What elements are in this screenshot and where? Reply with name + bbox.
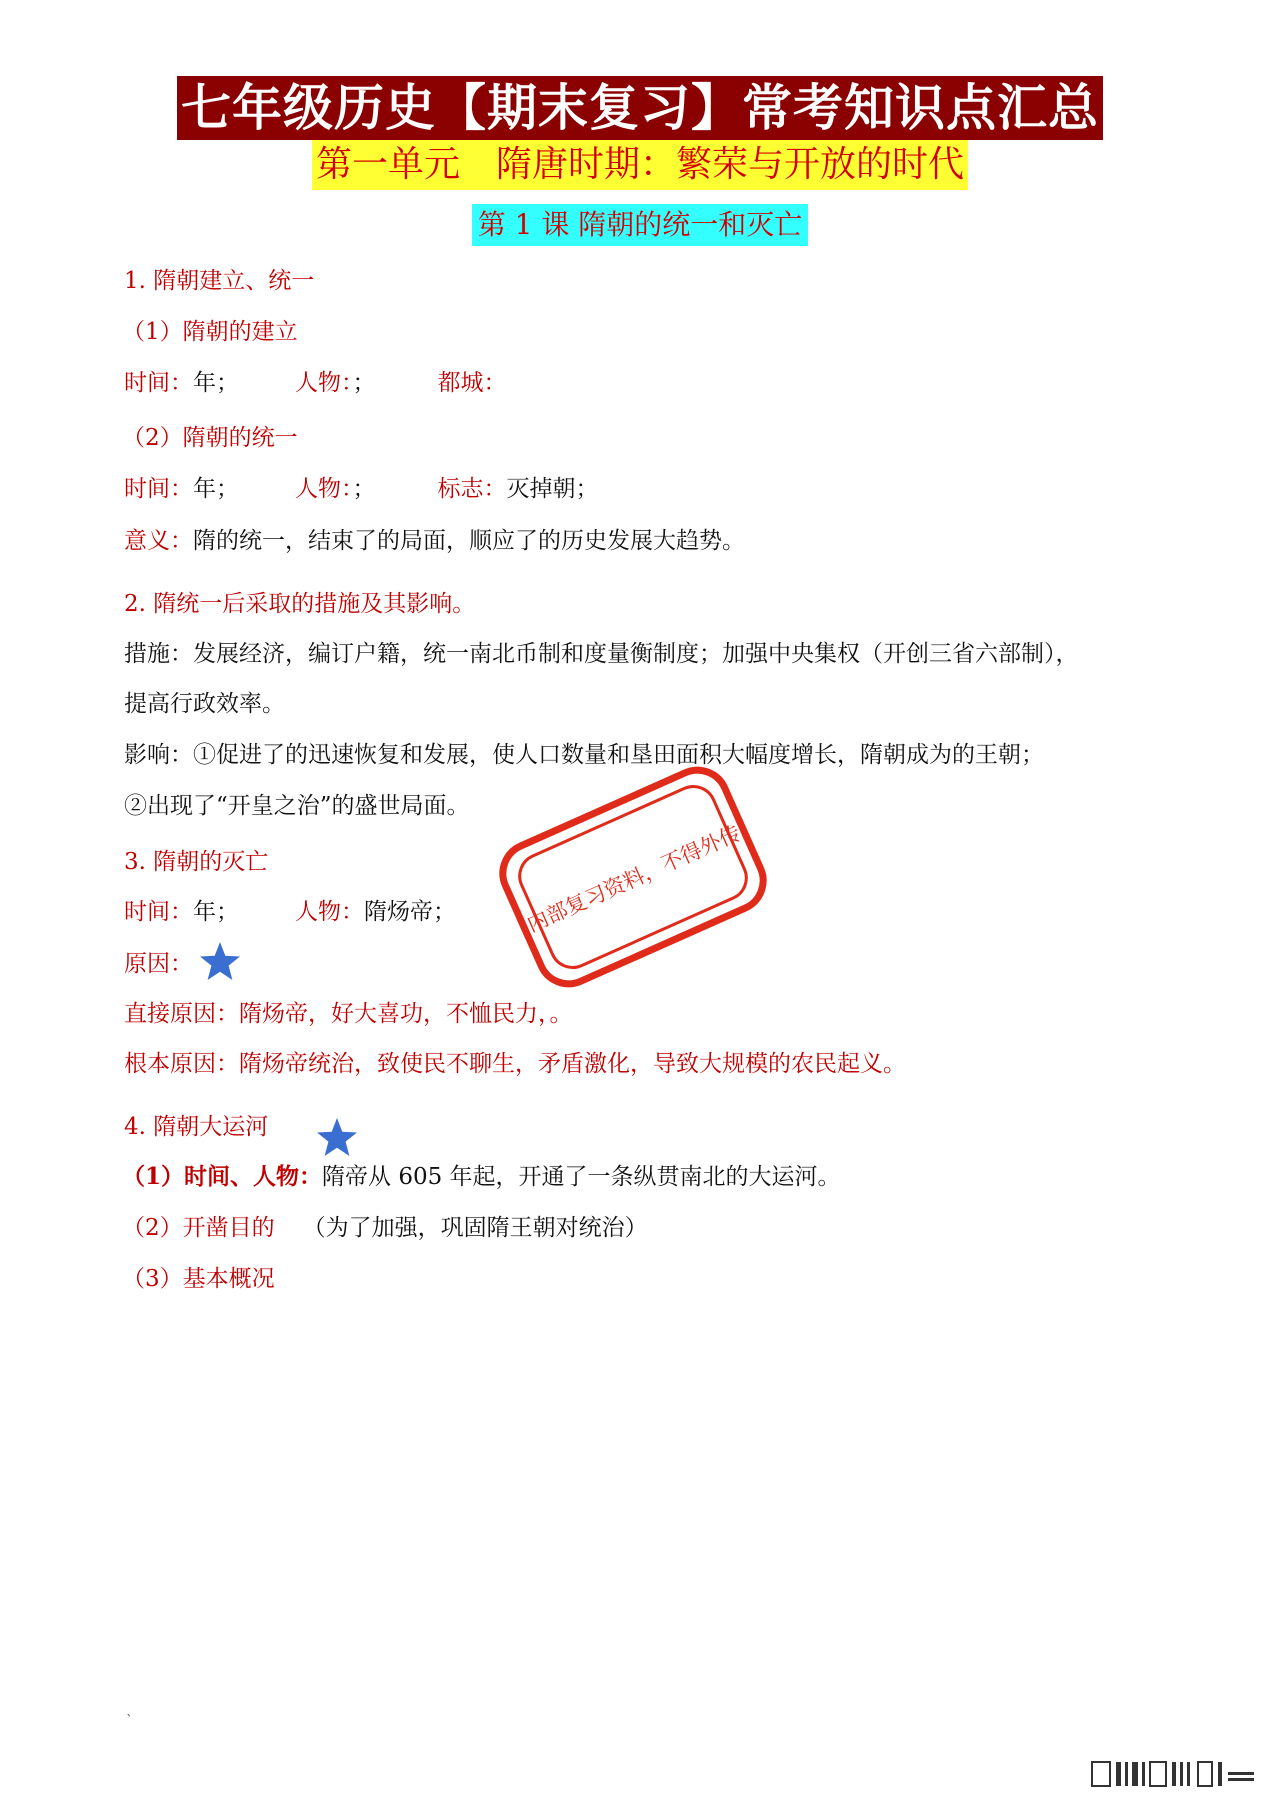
section-4-item-2 (122, 1211, 648, 1245)
section-2-heading: 2. 隋统一后采取的措施及其影响。 (124, 591, 476, 617)
direct-cause: 直接原因：隋炀帝，好大喜功，不恤民力，。 (124, 1001, 573, 1027)
section-1-line-2 (124, 472, 599, 506)
impact-line-1: 影响：①促进了的迅速恢复和发展，使人口数量和垦田面积大幅度增长，隋朝成为的王朝； (124, 742, 1044, 768)
person-value: ； (352, 476, 376, 502)
cause-label: 原因： (124, 951, 193, 977)
section-1-sub-1: （1）隋朝的建立 (122, 319, 298, 345)
time-value: 年； (193, 476, 239, 502)
person-label: 人物： (295, 370, 353, 396)
measures-line-1: 措施：发展经济，编订户籍，统一南北币制和度量衡制度；加强中央集权（开创三省六部制）， (124, 641, 1079, 667)
section-1-line-1 (124, 366, 507, 400)
impact-line-2: ②出现了“开皇之治”的盛世局面。 (124, 793, 470, 819)
section-3-heading: 3. 隋朝的灭亡 (124, 849, 269, 875)
meaning-value: 隋的统一，结束了的局面，顺应了的历史发展大趋势。 (193, 528, 745, 554)
lesson-area (0, 204, 1280, 246)
title-area (0, 76, 1280, 140)
page-title: 七年级历史【期末复习】常考知识点汇总 (177, 76, 1103, 140)
item-1-value: 隋帝从 605 年起，开通了一条纵贯南北的大运河。 (322, 1164, 841, 1190)
sign-value: 灭掉朝； (506, 476, 599, 502)
star-icon (198, 940, 242, 982)
time-value: 年； (193, 899, 239, 925)
person-label: 人物： (295, 476, 353, 502)
person-label: 人物： (295, 899, 364, 925)
section-1-sub-2: （2）隋朝的统一 (122, 425, 298, 451)
stray-mark: ` (126, 1713, 133, 1729)
barcode-icon (1088, 1756, 1260, 1792)
measures-line-2: 提高行政效率。 (124, 691, 285, 717)
star-icon (315, 1116, 359, 1158)
section-1-heading: 1. 隋朝建立、统一 (124, 268, 315, 294)
section-1-meaning (124, 524, 745, 558)
section-4-item-1 (122, 1160, 841, 1194)
item-2-value: （为了加强，巩固隋王朝对统治） (302, 1215, 648, 1241)
capital-label: 都城： (437, 370, 507, 396)
person-value: ； (352, 370, 376, 396)
unit-area (0, 140, 1280, 190)
section-4-heading: 4. 隋朝大运河 (124, 1114, 269, 1140)
section-4-item-3: （3）基本概况 (122, 1266, 275, 1292)
time-label: 时间： (124, 476, 193, 502)
item-1-label: （1）时间、人物： (122, 1163, 323, 1190)
item-2-label: （2）开凿目的 (122, 1215, 275, 1241)
time-label: 时间： (124, 899, 193, 925)
stamp-text: 【内部复习资料，不得外传】 (504, 812, 764, 946)
meaning-label: 意义： (124, 528, 193, 554)
lesson-title: 第 1 课 隋朝的统一和灭亡 (472, 204, 809, 246)
sign-label: 标志： (437, 476, 507, 502)
section-3-line-1 (124, 895, 456, 929)
person-value: 隋炀帝； (364, 899, 456, 925)
stamp-watermark (478, 758, 788, 996)
time-label: 时间： (124, 370, 193, 396)
unit-title: 第一单元 隋唐时期：繁荣与开放的时代 (312, 140, 968, 190)
time-value: 年； (193, 370, 239, 396)
root-cause: 根本原因：隋炀帝统治，致使民不聊生，矛盾激化，导致大规模的农民起义。 (124, 1051, 906, 1077)
